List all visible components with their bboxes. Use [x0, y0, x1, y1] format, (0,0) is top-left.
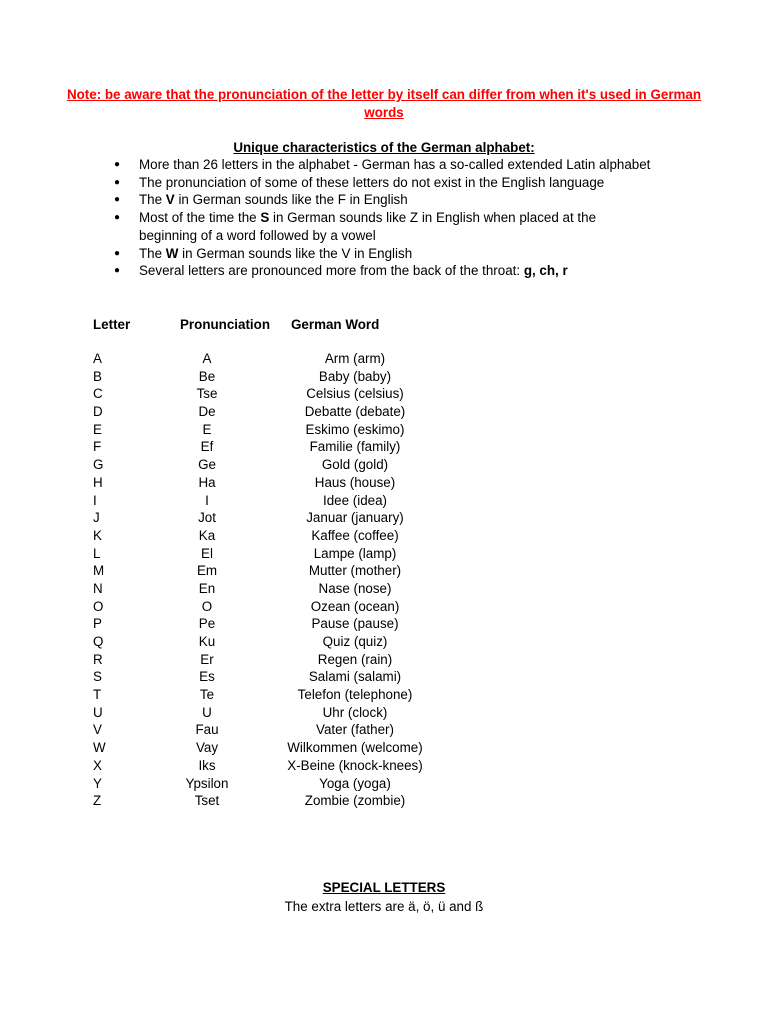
bullet-icon: ●	[114, 265, 121, 277]
table-row	[0, 385, 768, 403]
table-row	[0, 474, 768, 492]
word-cell: Eskimo (eskimo)	[305, 421, 405, 437]
pronunciation-cell: Es	[199, 669, 215, 685]
word-cell: Haus (house)	[314, 474, 396, 490]
word-column-header: German Word	[291, 317, 380, 332]
pronunciation-cell: Tset	[194, 793, 220, 809]
word-cell: Yoga (yoga)	[319, 775, 391, 791]
bullet-icon: ●	[114, 194, 121, 206]
letter-cell: T	[93, 687, 102, 703]
word-cell: X-Beine (knock-knees)	[287, 757, 423, 773]
letter-cell: G	[93, 457, 104, 473]
list-item: ● The V in German sounds like the F in English	[114, 192, 408, 208]
table-row	[0, 403, 768, 421]
letter-column-header: Letter	[93, 317, 131, 332]
letter-cell: O	[93, 598, 104, 614]
bullet-icon: ●	[114, 212, 121, 224]
pronunciation-cell: El	[201, 545, 213, 561]
table-row	[0, 562, 768, 580]
letter-cell: W	[93, 740, 106, 756]
pronunciation-cell: Tse	[196, 386, 218, 402]
word-cell: Zombie (zombie)	[304, 793, 406, 809]
alphabet-table	[0, 350, 768, 810]
pronunciation-cell: Pe	[198, 616, 216, 632]
letter-cell: I	[93, 492, 97, 508]
pronunciation-cell: Iks	[198, 757, 216, 773]
word-cell: Nase (nose)	[318, 580, 392, 596]
letter-cell: X	[93, 757, 102, 773]
letter-cell: K	[93, 527, 102, 543]
letter-cell: V	[93, 722, 102, 738]
word-cell: Telefon (telephone)	[297, 687, 413, 703]
letter-cell: S	[93, 669, 102, 685]
special-letters-title: SPECIAL LETTERS	[322, 880, 446, 895]
list-item: ● More than 26 letters in the alphabet - German has a so-called extended Latin alphabet	[114, 157, 651, 172]
table-row	[0, 421, 768, 439]
pronunciation-cell: Ku	[198, 634, 216, 649]
letter-cell: Z	[93, 793, 102, 809]
word-cell: Quiz (quiz)	[322, 634, 388, 649]
word-cell: Salami (salami)	[308, 669, 402, 685]
word-cell: Januar (january)	[306, 510, 404, 526]
letter-cell: B	[93, 368, 102, 384]
pronunciation-column-header: Pronunciation	[180, 317, 271, 332]
word-cell: Uhr (clock)	[322, 704, 388, 720]
letter-cell: E	[93, 421, 102, 437]
table-row	[0, 775, 768, 793]
letter-cell: U	[93, 704, 103, 720]
pronunciation-cell: De	[198, 404, 216, 420]
letter-cell: H	[93, 474, 103, 490]
list-item: ● The W in German sounds like the V in English	[114, 245, 413, 261]
letter-cell: Y	[93, 775, 102, 791]
pronunciation-cell: Ka	[198, 527, 216, 543]
section-heading: Unique characteristics of the German alphabet:	[233, 140, 535, 155]
word-cell: Baby (baby)	[318, 368, 392, 384]
table-row	[0, 368, 768, 386]
word-cell: Pause (pause)	[311, 616, 399, 632]
letter-cell: Q	[93, 634, 104, 649]
letter-cell: D	[93, 404, 103, 420]
pronunciation-cell: E	[202, 421, 212, 437]
pronunciation-cell: A	[202, 351, 212, 366]
pronunciation-cell: O	[201, 598, 213, 614]
table-row	[0, 704, 768, 722]
table-row	[0, 492, 768, 510]
table-row	[0, 509, 768, 527]
bullet-icon: ●	[114, 176, 121, 188]
letter-cell: P	[93, 616, 102, 632]
pronunciation-cell: Ge	[198, 457, 216, 473]
word-cell: Gold (gold)	[321, 457, 389, 473]
word-cell: Ozean (ocean)	[310, 598, 400, 614]
word-cell: Wilkommen (welcome)	[287, 740, 423, 756]
special-letters-text: The extra letters are ä, ö, ü and ß	[284, 899, 484, 914]
pronunciation-cell: Ef	[200, 439, 214, 455]
pronunciation-cell: U	[202, 704, 212, 720]
word-cell: Regen (rain)	[317, 651, 393, 667]
list-item: ● Several letters are pronounced more from the back of the throat: g, ch, r	[114, 263, 568, 279]
bullet-icon: ●	[114, 159, 121, 170]
letter-cell: A	[93, 351, 102, 366]
pronunciation-cell: Em	[196, 563, 218, 579]
list-item: ● The pronunciation of some of these letters do not exist in the English language	[114, 174, 605, 190]
table-row	[0, 615, 768, 633]
pronunciation-cell: Jot	[198, 510, 216, 526]
table-row	[0, 721, 768, 739]
table-row	[0, 651, 768, 669]
letter-cell: M	[93, 563, 105, 579]
word-cell: Idee (idea)	[322, 492, 388, 508]
table-row	[0, 527, 768, 545]
pronunciation-note: Note: be aware that the pronunciation of the letter by itself can differ from when it's used in German words	[66, 87, 702, 120]
word-cell: Vater (father)	[316, 722, 394, 738]
pronunciation-cell: Te	[199, 687, 215, 703]
letter-cell: C	[93, 386, 103, 402]
letter-cell: N	[93, 580, 103, 596]
letter-cell: J	[93, 510, 100, 526]
table-row	[0, 668, 768, 686]
letter-cell: F	[93, 439, 102, 455]
letter-cell: L	[93, 545, 101, 561]
pronunciation-cell: I	[205, 492, 209, 508]
pronunciation-cell: Fau	[195, 722, 219, 738]
pronunciation-cell: Er	[200, 651, 214, 667]
bullet-icon: ●	[114, 247, 121, 259]
table-row	[0, 598, 768, 616]
table-row	[0, 350, 768, 368]
characteristics-list	[114, 156, 654, 280]
word-cell: Debatte (debate)	[304, 404, 406, 420]
pronunciation-cell: Ypsilon	[185, 775, 229, 791]
table-row	[0, 757, 768, 775]
word-cell: Arm (arm)	[324, 351, 386, 366]
pronunciation-cell: Be	[198, 368, 216, 384]
table-row	[0, 739, 768, 757]
table-row	[0, 686, 768, 704]
word-cell: Lampe (lamp)	[313, 545, 397, 561]
word-cell: Celsius (celsius)	[306, 386, 404, 402]
table-row	[0, 438, 768, 456]
pronunciation-cell: Ha	[198, 474, 216, 490]
list-item: ● Most of the time the S in German sounds like Z in English when placed at the beginning of a word followed by a vowel	[114, 210, 597, 243]
table-row	[0, 792, 768, 810]
word-cell: Familie (family)	[309, 439, 401, 455]
table-row	[0, 580, 768, 598]
table-row	[0, 633, 768, 651]
word-cell: Kaffee (coffee)	[311, 527, 399, 543]
table-row	[0, 456, 768, 474]
table-row	[0, 545, 768, 563]
letter-cell: R	[93, 651, 103, 667]
word-cell: Mutter (mother)	[308, 563, 402, 579]
pronunciation-cell: En	[198, 580, 216, 596]
pronunciation-cell: Vay	[195, 740, 219, 756]
